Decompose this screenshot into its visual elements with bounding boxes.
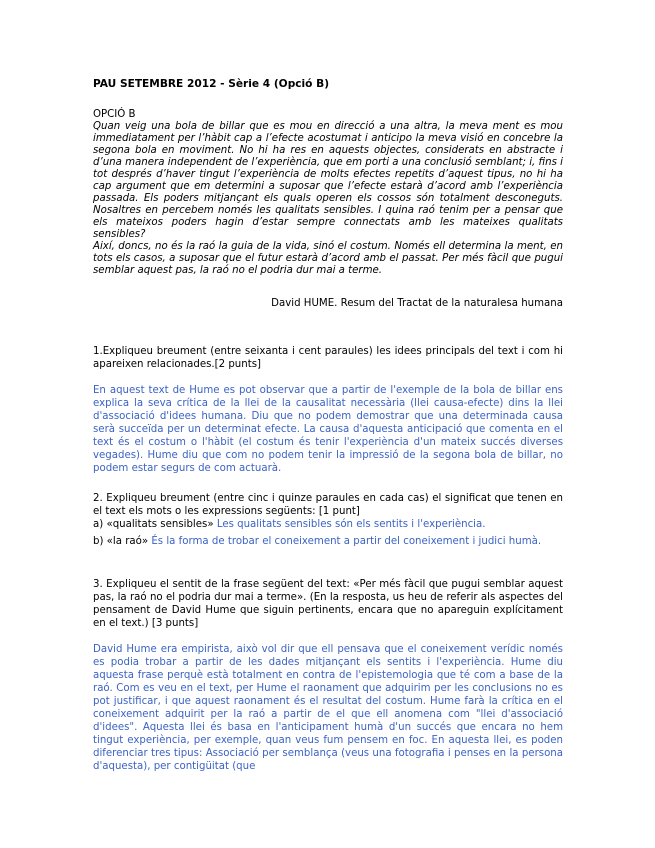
source-text-paragraph-2: Així, doncs, no és la raó la guia de la vida, sinó el costum. Només ell determina la ment, en tots els casos, a suposar que el futur estarà d’acord amb el passat. Per més fàcil que pugui semblar aquest pas, la raó no el podria dur mai a terme. — [93, 241, 563, 276]
question-2-item-a-label: a) «qualitats sensibles» — [93, 519, 214, 530]
question-2-item-b — [93, 535, 563, 548]
question-1: 1.Expliqueu breument (entre seixanta i cent paraules) les idees principals del text i com hi apareixen relacionades.[2 punts] — [93, 346, 563, 370]
source-attribution: David HUME. Resum del Tractat de la naturalesa humana — [271, 298, 563, 309]
page-title: PAU SETEMBRE 2012 - Sèrie 4 (Opció B) — [93, 78, 330, 90]
answer-3: David Hume era empirista, això vol dir que ell pensava que el coneixement verídic només es podia trobar a partir de les dades mitjançant els sentits i l'experiència. Hume diu aquesta frase perquè està totalment en contra de l'epistemologia que té com a base de la raó. Com es veu en el text, per Hume el raonament que adquirim per les conclusions no es pot justificar, i que aquest raonament és el resultat del costum. Hume farà la crítica en el coneixement adquirit per la raó a partir de el que ell anomena com "llei d'associació d'idees". Aquesta llei és basa en l'anticipament humà d'un succés que encara no hem tingut experiència, per exemple, quan veus fum pensem en foc. En aquesta llei, es poden diferenciar tres tipus: Associació per semblança (veus una fotografia i penses en la persona d'aquesta), per contigüitat (que — [93, 644, 563, 772]
source-text-paragraph-1: Quan veig una bola de billar que es mou en direcció a una altra, la meva ment es mou immediatament per l’hàbit cap a l’efecte acostumat i anticipo la meva visió en concebre la segona bola en moviment. No hi ha res en aquests objectes, considerats en abstracte i d’una manera independent de l’experiència, que em porti a una conclusió semblant; i, fins i tot després d’haver tingut l’experiència de molts efectes repetits d’aquest tipus, no hi ha cap argument que em determini a suposar que l’efecte estarà d’acord amb l’experiència passada. Els poders mitjançant els quals operen els cossos són totalment desconeguts. Nosaltres en percebem només les qualitats sensibles. I quina raó tenim per a pensar que els mateixos poders hagin d’estar sempre connectats amb les mateixes qualitats sensibles? — [93, 121, 563, 240]
question-2-item-a-answer: Les qualitats sensibles són els sentits i l'experiència. — [213, 519, 486, 530]
exam-page — [93, 78, 563, 773]
question-2-item-b-label: b) «la raó» — [93, 536, 149, 547]
question-2-item-a — [93, 518, 563, 531]
answer-1: En aquest text de Hume es pot observar que a partir de l'exemple de la bola de billar ens explica la seva crítica de la llei de la causalitat necessària (llei causa-efecte) dins la llei d'associació d'idees humana. Diu que no podem demostrar que una determinada causa serà succeïda per un determinat efecte. La causa d'aquesta anticipació que comenta en el text és el costum o l'hàbit (el costum és tenir l'experiència d'un mateix succés diverses vegades). Hume diu que com no podem tenir la impressió de la segona bola de billar, no podem estar segurs de com actuarà. — [93, 385, 563, 474]
question-2: 2. Expliqueu breument (entre cinc i quinze paraules en cada cas) el significat que tenen en el text els mots o les expressions següents: [1 punt] — [93, 493, 563, 517]
question-2-item-b-answer: És la forma de trobar el coneixement a partir del coneixement i judici humà. — [148, 536, 542, 547]
question-3: 3. Expliqueu el sentit de la frase següent del text: «Per més fàcil que pugui semblar aquest pas, la raó no el podria dur mai a terme». (En la resposta, us heu de referir als aspectes del pensament de David Hume que siguin pertinents, encara que no apareguin explícitament en el text.) [3 punts] — [93, 579, 563, 629]
option-label: OPCIÓ B — [93, 109, 136, 120]
